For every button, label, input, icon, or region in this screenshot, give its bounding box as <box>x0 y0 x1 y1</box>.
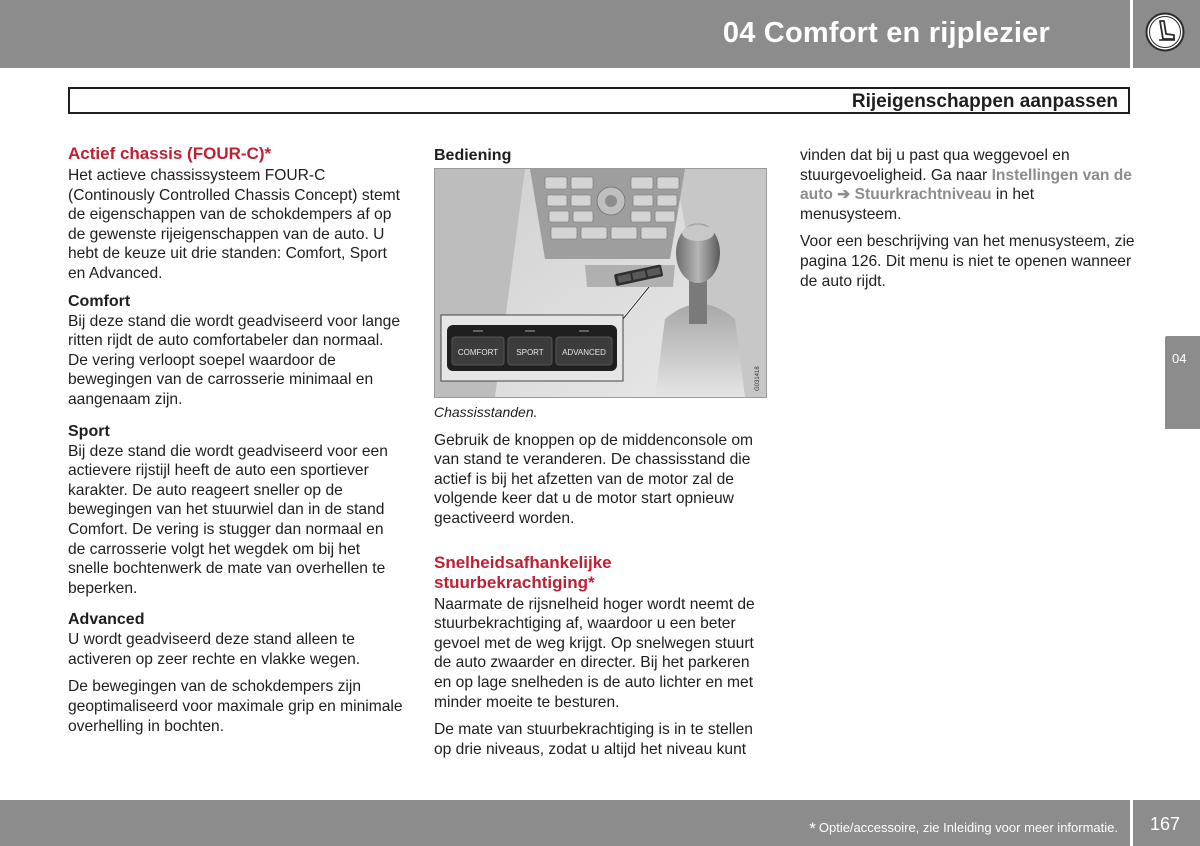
four-c-intro: Het actieve chassissysteem FOUR-C (Continously Controlled Chassis Concept) stemt de eigenschappen van de schokdempers af op de gewenste rijeigenschappen van de auto. U hebt de keuze uit drie standen: Comfort, Sport en Advanced. <box>68 167 400 282</box>
column-1 <box>68 144 403 744</box>
advanced-button-label: ADVANCED <box>562 348 606 357</box>
column-2 <box>434 146 770 767</box>
comfort-block <box>68 292 403 410</box>
steer-text: Naarmate de rijsnelheid hoger wordt neemt de stuurbekrachtiging af, waardoor u een beter gevoel met de weg krijgt. Op snelwegen stuurt de auto zwaarder en directer. Bij het parkeren en op lage snelheden is de auto lichter en met minder moeite te besturen. <box>434 595 755 711</box>
steer-text-2: De mate van stuurbekrachtiging is in te stellen op drie niveaus, zodat u altijd het niveau kunt <box>434 721 753 758</box>
footnote-text: Optie/accessoire, zie Inleiding voor meer informatie. <box>818 820 1118 835</box>
header-bar <box>0 0 1130 68</box>
bediening-text: Gebruik de knoppen op de middenconsole om van stand te veranderen. De chassisstand die actief is bij het afzetten van de motor zal de volgende keer dat u de motor start opnieuw geactiveerd worden. <box>434 431 754 527</box>
four-c-heading: Actief chassis (FOUR-C)* <box>68 144 272 163</box>
footnote <box>809 819 1118 839</box>
comfort-text: Bij deze stand die wordt geadviseerd voor lange ritten rijdt de auto comfortabeler dan normaal. De vering verloopt soepel waardoor de bewegingen van de carrosserie minimaal en aangenaam zijn. <box>68 312 401 408</box>
section-title: Rijeigenschappen aanpassen <box>851 91 1118 112</box>
page-number-box <box>1133 800 1200 846</box>
column-3 <box>800 146 1135 299</box>
comfort-heading: Comfort <box>68 292 131 310</box>
chassis-figure <box>434 168 767 398</box>
menu-description: Voor een beschrijving van het menusysteem, zie pagina 126. Dit menu is niet te openen wanneer de auto rijdt. <box>800 233 1135 290</box>
sport-button-label: SPORT <box>516 348 544 357</box>
advanced-heading: Advanced <box>68 611 145 629</box>
side-tab-label: 04 <box>1172 351 1187 366</box>
menu-path-text-after: in het menusysteem. <box>800 186 1035 223</box>
section-title-box <box>68 87 1130 114</box>
asterisk: * <box>809 819 816 838</box>
seat-icon <box>1145 12 1185 52</box>
image-code: G031418 <box>755 366 761 391</box>
figure-caption: Chassisstanden. <box>434 404 538 420</box>
menu-path-link[interactable]: Instellingen van de auto ➔ Stuurkrachtniveau <box>800 166 1132 204</box>
steer-heading: Snelheidsafhankelijke stuurbekrachtiging* <box>434 552 612 592</box>
comfort-button-label: COMFORT <box>457 348 499 357</box>
page-number: 167 <box>1150 814 1181 834</box>
bediening-heading: Bediening <box>434 147 512 164</box>
sport-block <box>68 422 403 599</box>
chapter-icon-box <box>1133 0 1200 68</box>
advanced-text-2: De bewegingen van de schokdempers zijn geoptimaliseerd voor maximale grip en minimale overhelling in bochten. <box>68 678 403 735</box>
sport-text: Bij deze stand die wordt geadviseerd voor een actievere rijstijl heeft de auto een sportiever karakter. De auto reageert sneller op de bewegingen van het stuurwiel dan in de stand Comfort. De vering is stugger dan normaal en de carrosserie volgt het wegdek om bij het snelle bochtenwerk de mate van overhellen te beperken. <box>68 442 388 597</box>
footer-bar <box>0 800 1130 846</box>
sport-heading: Sport <box>68 422 110 440</box>
chapter-title: 04 Comfort en rijplezier <box>722 17 1050 49</box>
advanced-block <box>68 610 403 669</box>
advanced-text: U wordt geadviseerd deze stand alleen te activeren op zeer rechte en vlakke wegen. <box>68 631 361 668</box>
menu-path-text-before: vinden dat bij u past qua weggevoel en stuurgevoeligheid. Ga naar <box>800 147 1070 184</box>
center-console-illustration <box>435 169 766 397</box>
menu-path-paragraph <box>800 146 1135 224</box>
chapter-side-tab[interactable] <box>1165 336 1200 429</box>
